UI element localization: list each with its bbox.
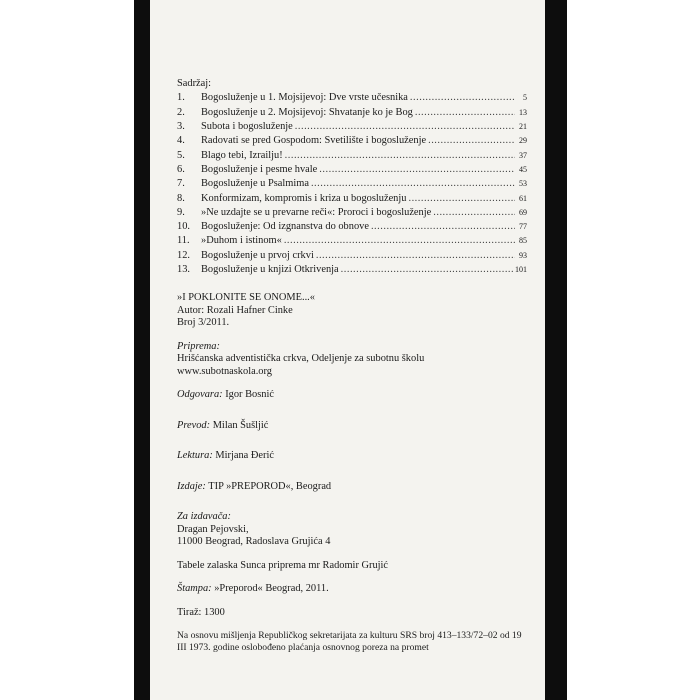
za-izdavaca-label: Za izdavača: <box>177 511 231 523</box>
toc-item-page: 5 <box>523 93 527 103</box>
toc-heading: Sadržaj: <box>177 78 212 89</box>
book-title: »I POKLONITE SE ONOME...« <box>177 292 315 304</box>
toc-item-title: Bogosluženje u Psalmima <box>201 178 309 190</box>
toc-item-title: Konformizam, kompromis i kriza u bogosluženju <box>201 192 407 204</box>
izdaje-value: TIP »PREPOROD«, Beograd <box>205 480 332 492</box>
toc-leader-dots <box>295 121 515 133</box>
toc-leader-dots <box>433 207 515 219</box>
toc-leader-dots <box>316 250 515 262</box>
toc-item-title: Bogosluženje u prvoj crkvi <box>201 249 314 261</box>
tabele-line: Tabele zalaska Sunca priprema mr Radomir Grujić <box>177 559 389 571</box>
toc-leader-dots <box>341 264 513 276</box>
izdaje-block <box>177 481 527 493</box>
toc-leader-dots <box>415 107 515 119</box>
toc-item-number: 6. <box>177 163 185 175</box>
toc-item-page: 93 <box>519 250 527 260</box>
tax-note <box>177 630 527 653</box>
toc-item <box>177 150 527 164</box>
toc-item-number: 13. <box>177 264 190 276</box>
toc-item-page: 101 <box>515 265 527 275</box>
toc-leader-dots <box>284 235 515 247</box>
tiraz-line: Tiraž: 1300 <box>177 606 225 618</box>
prevod-label: Prevod: <box>177 419 211 431</box>
za-izdavaca-address: 11000 Beograd, Radoslava Grujića 4 <box>177 536 331 548</box>
toc-item-number: 3. <box>177 121 185 133</box>
book-info <box>177 292 527 329</box>
toc-leader-dots <box>319 164 515 176</box>
toc-item-page: 53 <box>519 179 527 189</box>
priprema-label: Priprema: <box>177 340 220 352</box>
toc-item-number: 1. <box>177 92 185 104</box>
lektura-block <box>177 450 527 462</box>
toc-item-number: 7. <box>177 178 185 190</box>
page-edge-shadow <box>545 0 567 700</box>
toc-item-title: Bogosluženje u knjizi Otkrivenja <box>201 264 339 276</box>
toc-item <box>177 207 527 221</box>
toc-leader-dots <box>311 178 515 190</box>
priprema-web: www.subotnaskola.org <box>177 365 272 377</box>
toc-item-number: 2. <box>177 106 185 118</box>
toc-item-title: Blago tebi, Izrailju! <box>201 149 283 161</box>
toc-item-number: 8. <box>177 192 185 204</box>
priprema-org: Hrišćanska adventistička crkva, Odeljenje za subotnu školu <box>177 353 425 365</box>
toc-item-number: 11. <box>177 235 190 247</box>
toc-item <box>177 107 527 121</box>
book-issue: Broj 3/2011. <box>177 317 230 329</box>
toc-item <box>177 164 527 178</box>
toc-item-title: Radovati se pred Gospodom: Svetilište i bogosluženje <box>201 135 427 147</box>
prevod-value: Milan Šušljić <box>210 419 269 431</box>
stampa-label: Štampa: <box>177 583 212 595</box>
prevod-block <box>177 420 527 432</box>
toc-list <box>177 92 527 278</box>
toc-item-number: 4. <box>177 135 185 147</box>
odgovara-value: Igor Bosnić <box>222 389 274 401</box>
colophon <box>177 292 527 653</box>
izdaje-label: Izdaje: <box>177 480 206 492</box>
page-content <box>177 78 527 653</box>
priprema-block <box>177 341 527 378</box>
toc-item-title: Bogosluženje i pesme hvale <box>201 163 318 175</box>
toc-leader-dots <box>428 135 515 147</box>
toc-item <box>177 92 527 106</box>
toc-item <box>177 121 527 135</box>
toc-item-title: »Duhom i istinom« <box>201 235 282 247</box>
toc-item-page: 37 <box>519 150 527 160</box>
toc-item-page: 13 <box>519 107 527 117</box>
toc-leader-dots <box>371 221 515 233</box>
toc-item-page: 85 <box>519 236 527 246</box>
toc-item <box>177 235 527 249</box>
toc-item <box>177 221 527 235</box>
toc-item-page: 61 <box>519 193 527 203</box>
toc-item-page: 21 <box>519 122 527 132</box>
za-izdavaca-name: Dragan Pejovski, <box>177 523 249 535</box>
toc-item-title: Subota i bogosluženje <box>201 121 293 133</box>
toc-item-page: 69 <box>519 207 527 217</box>
toc-item <box>177 250 527 264</box>
toc-item-page: 29 <box>519 136 527 146</box>
toc-item-number: 12. <box>177 249 190 261</box>
tax-note-line-1: Na osnovu mišljenja Republičkog sekretarijata za kulturu SRS broj 413–133/72–02 od 19 <box>177 630 522 642</box>
toc-item-page: 77 <box>519 222 527 232</box>
toc-item-number: 10. <box>177 221 190 233</box>
toc-item <box>177 193 527 207</box>
toc-item-number: 9. <box>177 206 185 218</box>
toc-item <box>177 178 527 192</box>
odgovara-block <box>177 389 527 401</box>
toc-leader-dots <box>285 150 515 162</box>
stampa-block <box>177 583 527 595</box>
toc-item <box>177 135 527 149</box>
toc-item-title: »Ne uzdajte se u prevarne reči«: Proroci i bogosluženje <box>201 206 432 218</box>
toc-item <box>177 264 527 278</box>
lektura-label: Lektura: <box>177 450 213 462</box>
stampa-value: »Preporod« Beograd, 2011. <box>211 583 329 595</box>
tax-note-line-2: III 1973. godine oslobođeno plaćanja osnovnog poreza na promet <box>177 641 429 653</box>
toc-item-title: Bogosluženje u 2. Mojsijevoj: Shvatanje ko je Bog <box>201 106 413 118</box>
toc-item-title: Bogosluženje: Od izgnanstva do obnove <box>201 221 369 233</box>
toc-leader-dots <box>408 193 515 205</box>
odgovara-label: Odgovara: <box>177 389 223 401</box>
toc-item-number: 5. <box>177 149 185 161</box>
za-izdavaca-block <box>177 511 527 548</box>
book-author: Autor: Rozali Hafner Cinke <box>177 304 293 316</box>
toc-leader-dots <box>410 92 515 104</box>
toc-item-title: Bogosluženje u 1. Mojsijevoj: Dve vrste učesnika <box>201 92 408 104</box>
lektura-value: Mirjana Đerić <box>212 450 274 462</box>
toc-item-page: 45 <box>519 164 527 174</box>
